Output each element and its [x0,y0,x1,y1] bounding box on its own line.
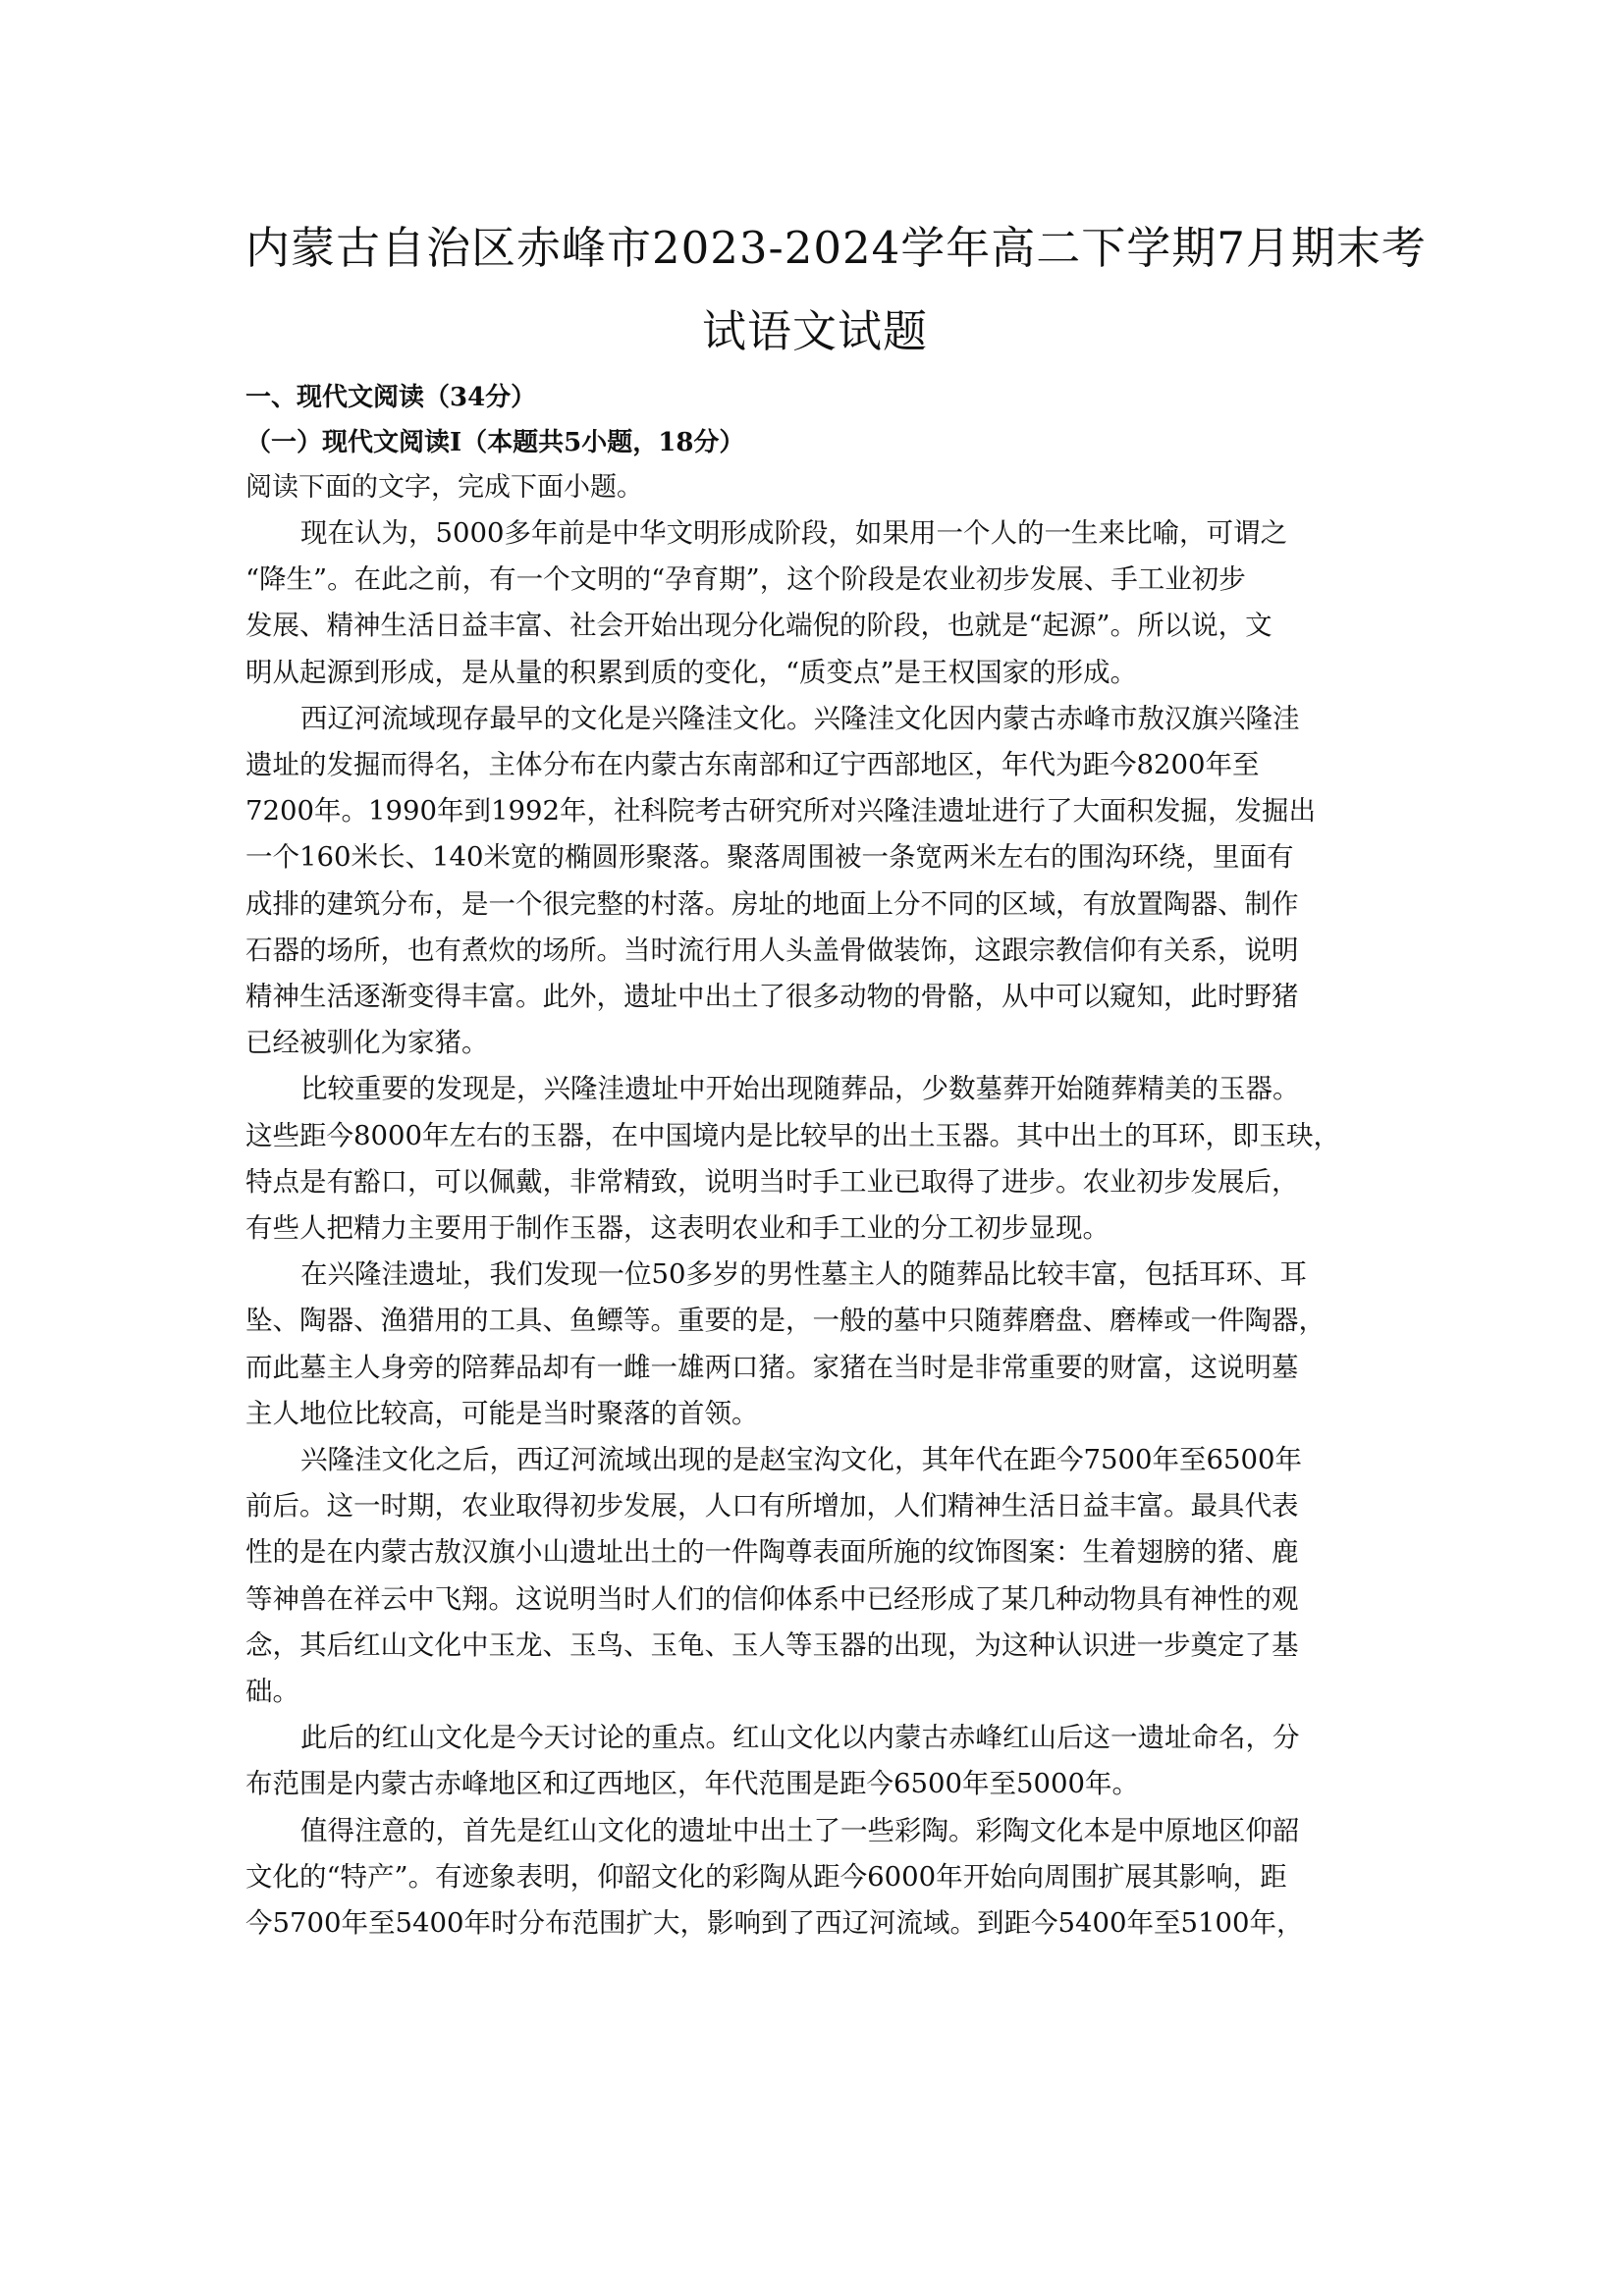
paragraph-1 [245,510,1384,696]
text-line: 已经被驯化为家猪。 [245,1027,489,1059]
paragraph-6 [245,1715,1384,1807]
text-line: 西辽河流域现存最早的文化是兴隆洼文化。兴隆洼文化因内蒙古赤峰市敖汉旗兴隆洼 [300,702,1300,734]
text-line: 性的是在内蒙古敖汉旗小山遗址出土的一件陶尊表面所施的纹饰图案：生着翅膀的猪、鹿 [245,1536,1299,1569]
text-line: 在兴隆洼遗址，我们发现一位50多岁的男性墓主人的随葬品比较丰富，包括耳环、耳 [300,1258,1307,1291]
text-line: 念，其后红山文化中玉龙、玉鸟、玉龟、玉人等玉器的出现，为这种认识进一步奠定了基 [245,1629,1299,1661]
text-line: 成排的建筑分布，是一个很完整的村落。房址的地面上分不同的区域，有放置陶器、制作 [245,887,1299,920]
text-line: 等神兽在祥云中飞翔。这说明当时人们的信仰体系中已经形成了某几种动物具有神性的观 [245,1582,1299,1615]
text-line: 7200年。1990年到1992年，社科院考古研究所对兴隆洼遗址进行了大面积发掘，发掘出 [245,795,1316,828]
text-line: 此后的红山文化是今天讨论的重点。红山文化以内蒙古赤峰红山后这一遗址命名，分 [300,1722,1300,1754]
text-line: 础。 [245,1676,299,1708]
text-line: 坠、陶器、渔猎用的工具、鱼鳔等。重要的是，一般的墓中只随葬磨盘、磨棒或一件陶器， [245,1305,1326,1337]
text-line: “降生”。在此之前，有一个文明的“孕育期”，这个阶段是农业初步发展、手工业初步 [245,563,1246,596]
text-line: 这些距今8000年左右的玉器，在中国境内是比较早的出土玉器。其中出土的耳环，即玉玦， [245,1119,1340,1151]
text-line: 兴隆洼文化之后，西辽河流域出现的是赵宝沟文化，其年代在距今7500年至6500年 [300,1444,1302,1476]
text-line: 今5700年至5400年时分布范围扩大，影响到了西辽河流域。到距今5400年至5100年， [245,1907,1304,1940]
text-line: 文化的“特产”。有迹象表明，仰韶文化的彩陶从距今6000年开始向周围扩展其影响，距 [245,1860,1287,1893]
paragraph-5 [245,1437,1384,1715]
text-line: 特点是有豁口，可以佩戴，非常精致，说明当时手工业已取得了进步。农业初步发展后， [245,1165,1299,1198]
text-line: 比较重要的发现是，兴隆洼遗址中开始出现随葬品，少数墓葬开始随葬精美的玉器。 [300,1073,1300,1105]
text-line: 精神生活逐渐变得丰富。此外，遗址中出土了很多动物的骨骼，从中可以窥知，此时野猪 [245,981,1299,1013]
text-line: 一个160米长、140米宽的椭圆形聚落。聚落周围被一条宽两米左右的围沟环绕，里面有 [245,841,1294,874]
text-line: 主人地位比较高，可能是当时聚落的首领。 [245,1397,759,1429]
text-line: 布范围是内蒙古赤峰地区和辽西地区，年代范围是距今6500年至5000年。 [245,1768,1139,1800]
text-line: 前后。这一时期，农业取得初步发展，人口有所增加，人们精神生活日益丰富。最具代表 [245,1490,1299,1522]
reading-instruction: 阅读下面的文字，完成下面小题。 [245,472,643,503]
text-line: 现在认为，5000多年前是中华文明形成阶段，如果用一个人的一生来比喻，可谓之 [300,517,1287,549]
document-page [245,206,1427,1947]
text-line: 明从起源到形成，是从量的积累到质的变化，“质变点”是王权国家的形成。 [245,656,1138,688]
subsection-heading-reading-1: （一）现代文阅读Ⅰ（本题共5小题，18分） [245,428,745,457]
paragraph-2 [245,696,1384,1067]
text-line: 遗址的发掘而得名，主体分布在内蒙古东南部和辽宁西部地区，年代为距今8200年至 [245,749,1260,781]
document-title [245,206,1427,373]
paragraph-3 [245,1066,1384,1252]
paragraph-7 [245,1808,1384,1948]
text-line: 值得注意的，首先是红山文化的遗址中出土了一些彩陶。彩陶文化本是中原地区仰韶 [300,1814,1300,1846]
title-line-1: 内蒙古自治区赤峰市2023-2024学年高二下学期7月期末考 [245,222,1427,274]
paragraph-4 [245,1252,1384,1437]
text-line: 发展、精神生活日益丰富、社会开始出现分化端倪的阶段，也就是“起源”。所以说，文 [245,610,1272,642]
text-line: 而此墓主人身旁的陪葬品却有一雌一雄两口猪。家猪在当时是非常重要的财富，这说明墓 [245,1351,1299,1383]
text-line: 有些人把精力主要用于制作玉器，这表明农业和手工业的分工初步显现。 [245,1212,1110,1245]
title-line-2: 试语文试题 [701,305,928,357]
text-line: 石器的场所，也有煮炊的场所。当时流行用人头盖骨做装饰，这跟宗教信仰有关系，说明 [245,934,1299,966]
section-heading-modern-reading: 一、现代文阅读（34分） [245,383,537,412]
